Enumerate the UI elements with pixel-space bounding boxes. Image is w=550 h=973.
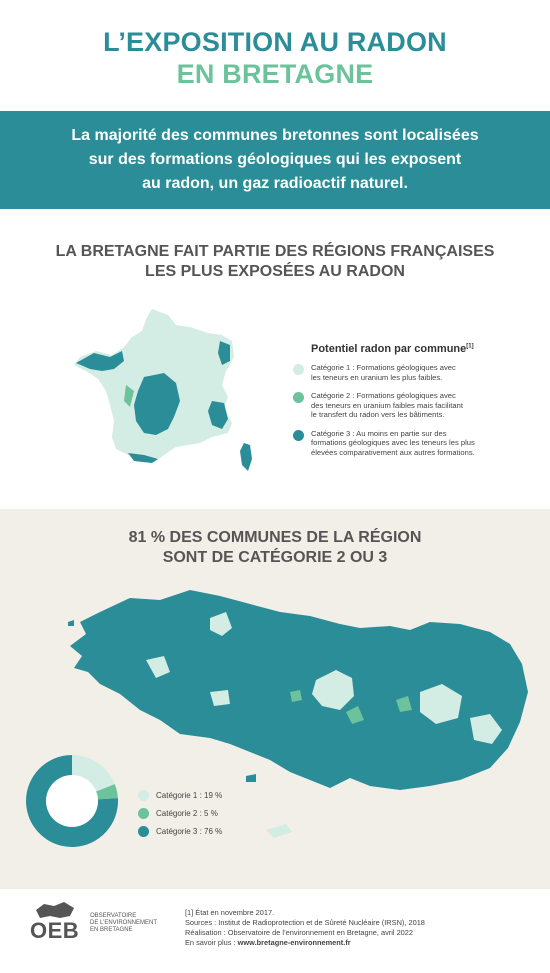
legend-item-cat3 (293, 429, 518, 458)
footnote-credits: Réalisation : Observatoire de l’environnement en Bretagne, avril 2022 (185, 928, 414, 937)
legend-swatch-cat3 (293, 430, 304, 441)
footnote-more-prefix: En savoir plus : (185, 938, 238, 947)
legend-swatch-cat1 (293, 364, 304, 375)
legend-title (293, 343, 518, 355)
footnote-sources: Sources : Institut de Radioprotection et de Sûreté Nucléaire (IRSN), 2018 (185, 918, 425, 927)
legend-cat1-line1: Catégorie 1 : Formations géologiques avec (311, 363, 456, 372)
section2-heading-line2: SONT DE CATÉGORIE 2 OU 3 (162, 549, 388, 566)
legend-potential (293, 343, 518, 466)
section1-heading (0, 242, 550, 282)
legend-cat2-line2: des teneurs en uranium faibles mais facilitant (311, 400, 463, 410)
donut-hole (46, 775, 98, 827)
logo-sub-line3: EN BRETAGNE (90, 927, 133, 933)
corsica (240, 443, 252, 471)
legend-share (138, 790, 222, 844)
share-swatch-cat1 (138, 790, 149, 801)
category-donut-chart (26, 755, 118, 847)
legend-cat1-line2: les teneurs en uranium les plus faibles. (311, 372, 443, 382)
france-map (72, 305, 262, 480)
logo-text: OEB (30, 918, 80, 943)
footnotes (185, 908, 425, 948)
logo-map-icon (36, 902, 74, 918)
brittany-cat2-c (290, 690, 302, 702)
legend-item-cat2 (293, 391, 518, 420)
share-label-cat1: Catégorie 1 : 19 % (156, 791, 223, 800)
summary-band (0, 111, 550, 209)
legend-cat3-line2: formations géologiques avec les teneurs les plus (311, 438, 475, 447)
website-link[interactable]: www.bretagne-environnement.fr (237, 938, 351, 947)
legend-swatch-cat2 (293, 392, 304, 403)
legend-item-cat1 (293, 363, 518, 382)
section1-heading-line2: LES PLUS EXPOSÉES AU RADON (145, 263, 405, 280)
share-item-cat2 (138, 808, 222, 820)
footnote-more (185, 938, 425, 948)
title-line1: L’EXPOSITION AU RADON (103, 27, 447, 57)
share-label-cat3: Catégorie 3 : 76 % (156, 827, 223, 836)
section1-heading-line1: LA BRETAGNE FAIT PARTIE DES RÉGIONS FRANÇAISES (55, 243, 495, 260)
share-item-cat3 (138, 826, 222, 838)
title-line2: EN BRETAGNE (176, 59, 374, 89)
island-belle-ile (266, 824, 292, 838)
section2-heading-line1: 81 % DES COMMUNES DE LA RÉGION (128, 529, 422, 546)
legend-title-text: Potentiel radon par commune (311, 343, 467, 355)
brittany-map (60, 572, 538, 840)
summary-text (71, 124, 478, 196)
section2-heading (0, 528, 550, 568)
legend-cat2-line3: le transfert du radon vers les bâtiments. (311, 410, 445, 419)
share-swatch-cat3 (138, 826, 149, 837)
logo-sub-line2: DE L’ENVIRONNEMENT (90, 920, 158, 926)
logo-subtitle (90, 913, 180, 934)
footnote-date: [1] État en novembre 2017. (185, 908, 275, 917)
logo-sub-line1: OBSERVATOIRE (90, 913, 137, 919)
summary-line3: au radon, un gaz radioactif naturel. (142, 175, 408, 192)
legend-cat3-line1: Catégorie 3 : Au moins en partie sur des (311, 428, 447, 438)
legend-cat3-line3: élevées comparativement aux autres formations. (311, 447, 475, 457)
island-groix (246, 774, 256, 782)
share-swatch-cat2 (138, 808, 149, 819)
summary-line1: La majorité des communes bretonnes sont localisées (71, 127, 479, 144)
title (0, 26, 550, 90)
legend-title-note: [1] (466, 343, 474, 350)
share-label-cat2: Catégorie 2 : 5 % (156, 809, 218, 818)
share-item-cat1 (138, 790, 222, 802)
legend-cat2-line1: Catégorie 2 : Formations géologiques avec (311, 391, 456, 400)
brittany-shape (70, 590, 528, 790)
summary-line2: sur des formations géologiques qui les exposent (88, 151, 462, 168)
island-ushant (68, 620, 74, 626)
